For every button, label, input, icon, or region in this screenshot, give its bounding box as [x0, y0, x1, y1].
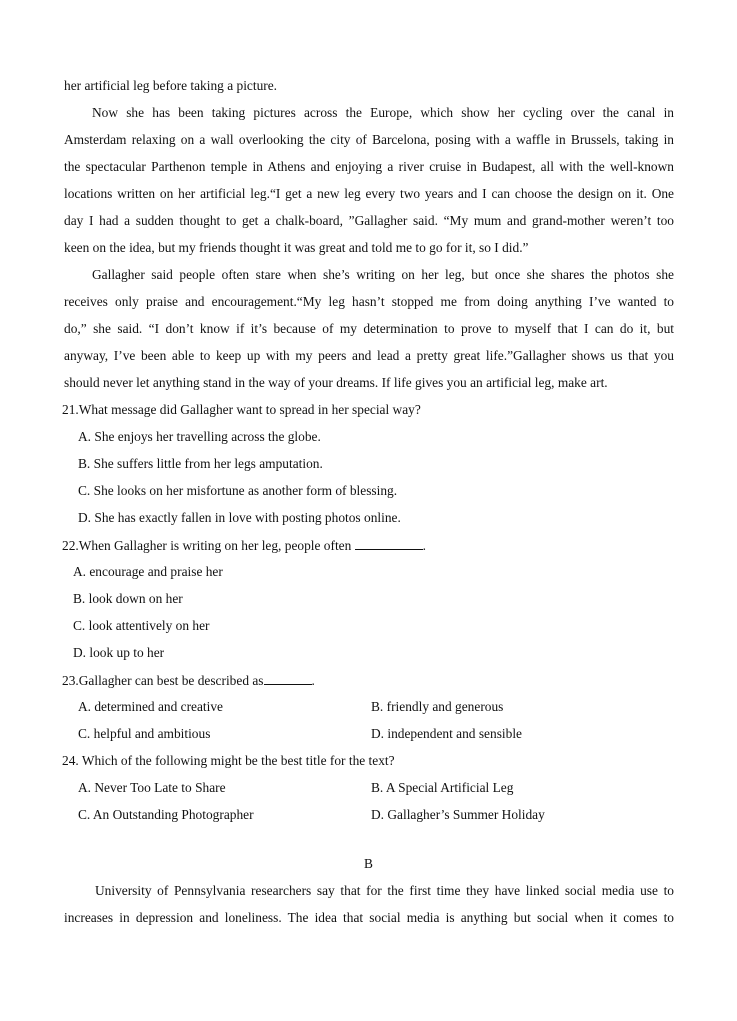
question-24-option-c: C. An Outstanding Photographer: [78, 807, 254, 822]
question-23-stem-end: .: [311, 673, 315, 688]
question-23-stem-text: 23.Gallagher can best be described as: [62, 673, 264, 688]
passage-a-line: locations written on her artificial leg.“I get a new leg every two years and I can choose the design on it. One: [64, 186, 674, 201]
question-21-option-a: A. She enjoys her travelling across the globe.: [78, 429, 321, 444]
question-22-option-a: A. encourage and praise her: [73, 564, 223, 579]
passage-a-line: do,” she said. “I don’t know if it’s because of my determination to prove to myself that I can do it, but: [64, 321, 674, 336]
passage-b-line: increases in depression and loneliness. The idea that social media is anything but social when it comes to: [64, 910, 674, 925]
question-21-option-b: B. She suffers little from her legs amputation.: [78, 456, 323, 471]
answer-blank: [264, 672, 312, 685]
passage-a-line: Now she has been taking pictures across the Europe, which show her cycling over the canal in: [92, 105, 674, 120]
passage-b-line: University of Pennsylvania researchers say that for the first time they have linked social media use to: [95, 883, 674, 898]
answer-blank: [355, 537, 423, 550]
question-24-option-b: B. A Special Artificial Leg: [371, 780, 514, 795]
passage-a-line: receives only praise and encouragement.“My leg hasn’t stopped me from doing anything I’ve wanted to: [64, 294, 674, 309]
question-22-stem-end: .: [422, 538, 427, 553]
question-22-option-c: C. look attentively on her: [73, 618, 210, 633]
passage-a-line: Gallagher said people often stare when she’s writing on her leg, but once she shares the photos she: [92, 267, 674, 282]
passage-a-line: the spectacular Parthenon temple in Athens and enjoying a river cruise in Budapest, all with the well-known: [64, 159, 674, 174]
passage-a-line: anyway, I’ve been able to keep up with my peers and lead a pretty great life.”Gallagher shows us that you: [64, 348, 674, 363]
section-b-heading: B: [364, 856, 373, 871]
question-23-stem: [62, 672, 315, 689]
question-23-option-d: D. independent and sensible: [371, 726, 522, 741]
question-22-stem: [62, 537, 426, 554]
passage-a-line: should never let anything stand in the way of your dreams. If life gives you an artificial leg, make art.: [64, 375, 608, 390]
question-21-option-c: C. She looks on her misfortune as another form of blessing.: [78, 483, 398, 498]
question-24-stem: 24. Which of the following might be the best title for the text?: [62, 753, 395, 768]
question-23-option-b: B. friendly and generous: [371, 699, 504, 714]
question-21-option-d: D. She has exactly fallen in love with posting photos online.: [78, 510, 401, 525]
passage-a-line: day I had a sudden thought to get a chalk-board, ”Gallagher said. “My mum and grand-mother weren’t too: [64, 213, 674, 228]
question-24-option-a: A. Never Too Late to Share: [78, 780, 226, 795]
question-22-option-d: D. look up to her: [73, 645, 165, 660]
question-23-option-a: A. determined and creative: [78, 699, 223, 714]
question-22-option-b: B. look down on her: [73, 591, 183, 606]
question-24-option-d: D. Gallagher’s Summer Holiday: [371, 807, 545, 822]
passage-a-line: Amsterdam relaxing on a wall overlooking the city of Barcelona, posing with a waffle in Brussels, taking in: [64, 132, 674, 147]
question-21-stem: 21.What message did Gallagher want to spread in her special way?: [62, 402, 421, 417]
passage-a-line: keen on the idea, but my friends thought it was great and told me to go for it, so I did.”: [64, 240, 529, 255]
passage-a-line: her artificial leg before taking a picture.: [64, 78, 278, 93]
question-22-stem-text: 22.When Gallagher is writing on her leg, people often: [62, 538, 352, 553]
question-23-option-c: C. helpful and ambitious: [78, 726, 211, 741]
